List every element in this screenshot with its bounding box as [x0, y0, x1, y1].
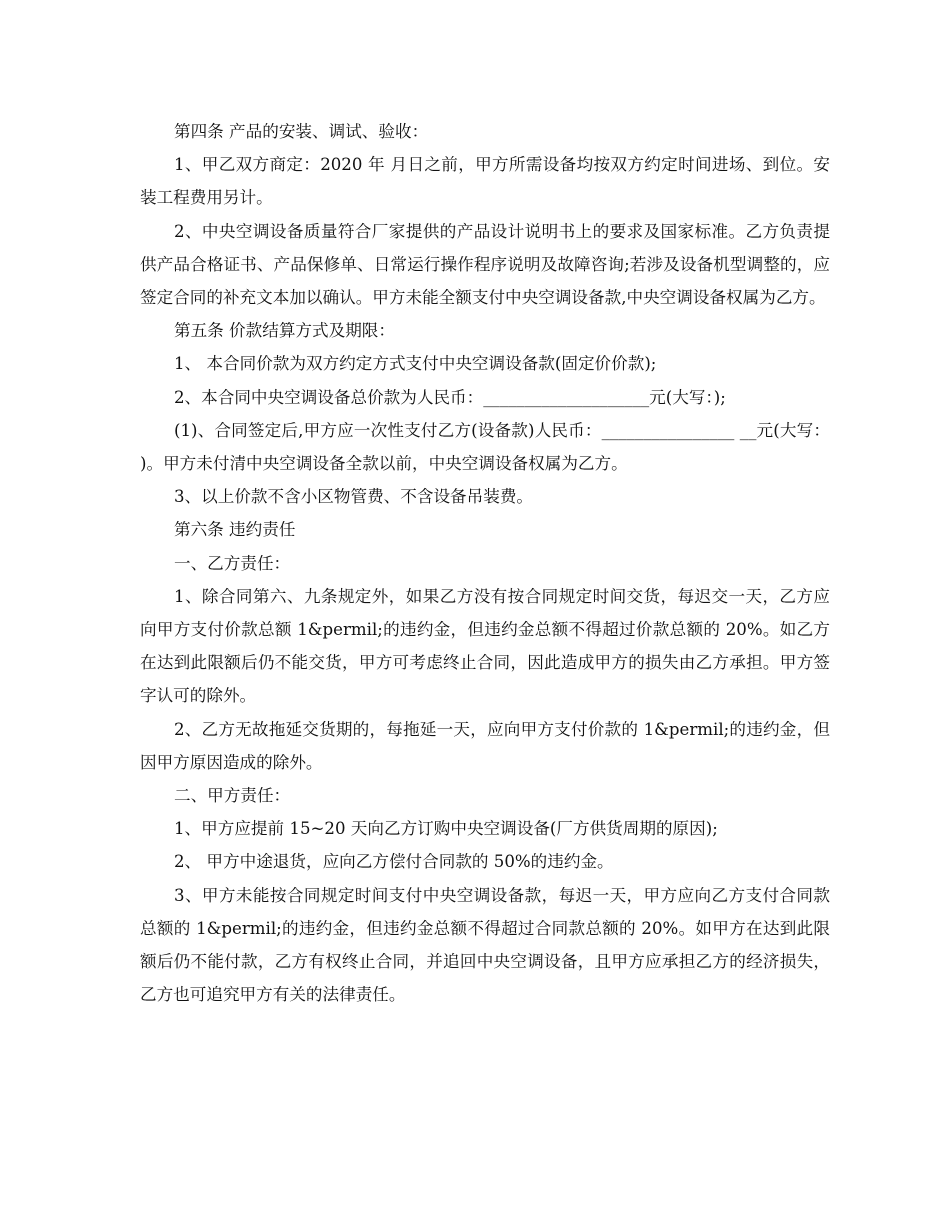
party-b-liability-clause-2: 2、乙方无故拖延交货期的，每拖延一天，应向甲方支付价款的 1&permil;的违约金，但因甲方原因造成的除外。: [140, 719, 830, 772]
party-a-liability-clause-3: 3、甲方未能按合同规定时间支付中央空调设备款，每迟一天，甲方应向乙方支付合同款总额的 1&permil;的违约金，但违约金总额不得超过合同款总额的 20%。如甲方在达到此限额后仍不能付款，乙方有权终止合同，并追回中央空调设备，且甲方应承担乙方的经济损失，乙方也可追究甲方有关的法律责任。: [140, 885, 830, 1005]
article-5-clause-3: 3、以上价款不含小区物管费、不含设备吊装费。: [174, 487, 534, 507]
article-4-clause-2: 2、中央空调设备质量符合厂家提供的产品设计说明书上的要求及国家标准。乙方负责提供产品合格证书、产品保修单、日常运行操作程序说明及故障咨询;若涉及设备机型调整的，应签定合同的补充文本加以确认。甲方未能全额支付中央空调设备款,中央空调设备权属为乙方。: [140, 221, 830, 308]
party-b-liability-heading: 一、乙方责任：: [174, 553, 291, 573]
article-4-heading: 第四条 产品的安装、调试、验收：: [174, 122, 429, 141]
party-a-liability-heading: 二、甲方责任：: [174, 786, 291, 806]
party-a-liability-clause-1: 1、甲方应提前 15~20 天向乙方订购中央空调设备(厂方供货周期的原因);: [174, 819, 718, 839]
party-b-liability-clause-1: 1、除合同第六、九条规定外，如果乙方没有按合同规定时间交货，每迟交一天，乙方应向甲方支付价款总额 1&permil;的违约金，但违约金总额不得超过价款总额的 20%。如乙方在达到此限额后仍不能交货，甲方可考虑终止合同，因此造成甲方的损失由乙方承担。甲方签字认可的除外。: [140, 586, 830, 706]
document-body: [140, 115, 830, 1011]
article-5-clause-2-sub-1: (1)、合同签定后,甲方应一次性支付乙方(设备款)人民币：________________ __元(大写： )。甲方未付清中央空调设备全款以前，中央空调设备权属为乙方。: [140, 420, 830, 474]
article-6-heading: 第六条 违约责任: [174, 520, 296, 540]
article-4-clause-1: 1、甲乙双方商定：2020 年 月日之前，甲方所需设备均按双方约定时间进场、到位。安装工程费用另计。: [140, 155, 830, 208]
article-5-heading: 第五条 价款结算方式及期限：: [174, 321, 395, 341]
article-5-clause-1: 1、 本合同价款为双方约定方式支付中央空调设备款(固定价价款);: [174, 354, 657, 374]
party-a-liability-clause-2: 2、 甲方中途退货，应向乙方偿付合同款的 50%的违约金。: [174, 852, 614, 872]
article-5-clause-2: 2、本合同中央空调设备总价款为人民币：____________________元(大写：);: [174, 387, 726, 407]
